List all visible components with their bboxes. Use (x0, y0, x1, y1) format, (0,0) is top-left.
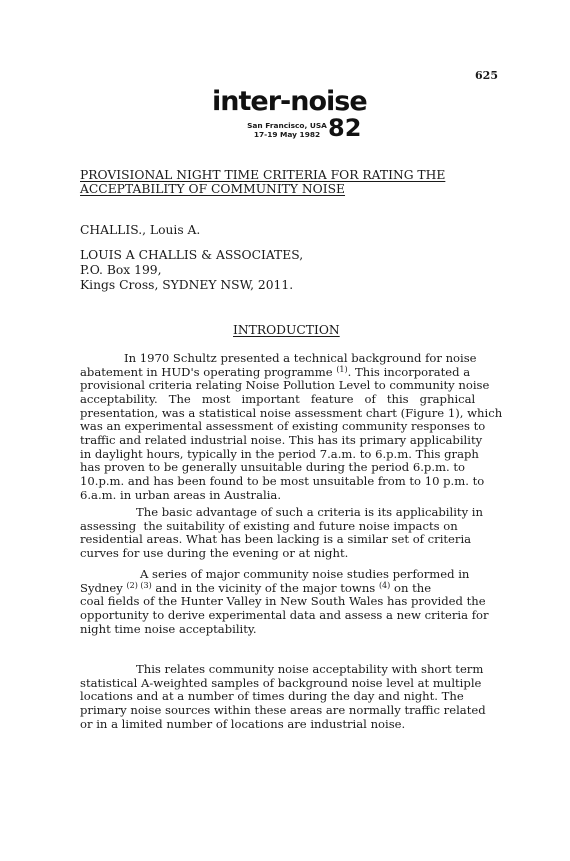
paragraph-1 (80, 351, 503, 502)
text-line: assessing the suitability of existing and future noise impacts on (80, 518, 458, 533)
citation-ref: (1) (336, 364, 348, 374)
conference-logo: inter-noise (212, 86, 367, 117)
title-line: PROVISIONAL NIGHT TIME CRITERIA FOR RATING THE (80, 168, 446, 182)
affiliation-line: LOUIS A CHALLIS & ASSOCIATES, (80, 248, 304, 262)
text-line: opportunity to derive experimental data and assess a new criteria for (80, 607, 489, 622)
text-line (80, 366, 488, 380)
text-line: traffic and related industrial noise. This has its primary applicability (80, 432, 483, 447)
text-line: or in a limited number of locations are industrial noise. (80, 716, 406, 731)
conference-dates: 17-19 May 1982 (253, 130, 321, 139)
text-segment: . This incorporated a (347, 364, 471, 379)
text-line: presentation, was a statistical noise assessment chart (Figure 1), which (80, 405, 503, 420)
text-line: The basic advantage of such a criteria is its applicability in (136, 505, 483, 519)
citation-ref: (4) (378, 580, 391, 590)
text-segment: abatement in HUD's operating programme (80, 364, 337, 379)
paragraph-4 (80, 663, 488, 731)
text-line: 6.a.m. in urban areas in Australia. (80, 487, 282, 502)
paragraph-2 (80, 506, 488, 561)
text-segment: and in the vicinity of the major towns (151, 580, 379, 595)
text-line: In 1970 Schultz presented a technical background for noise (124, 351, 477, 365)
text-line: residential areas. What has been lacking is a similar set of criteria (80, 532, 472, 547)
text-line: has proven to be generally unsuitable during the period 6.p.m. to (80, 460, 466, 475)
text-segment: Sydney (80, 580, 127, 595)
text-line: statistical A-weighted samples of background noise level at multiple (80, 675, 482, 690)
text-line: was an experimental assessment of existing community responses to (80, 419, 486, 434)
affiliation-line: P.O. Box 199, (80, 262, 162, 277)
text-line: in daylight hours, typically in the period 7.a.m. to 6.p.m. This graph (80, 446, 479, 461)
text-segment: on the (390, 580, 432, 595)
affiliation-line: Kings Cross, SYDNEY NSW, 2011. (80, 277, 294, 292)
page-number: 625 (475, 69, 498, 82)
text-line: locations and at a number of times during the day and night. The (80, 689, 464, 704)
text-line: coal fields of the Hunter Valley in New South Wales has provided the (80, 594, 486, 609)
paper-title (80, 168, 445, 196)
author-affiliation (80, 248, 303, 292)
text-line: acceptability. The most important feature of this graphical (80, 391, 476, 406)
text-line (80, 582, 488, 596)
text-line: This relates community noise acceptability with short term (136, 662, 484, 676)
paragraph-3 (80, 568, 488, 636)
title-line: ACCEPTABILITY OF COMMUNITY NOISE (80, 182, 346, 196)
text-line: night time noise acceptability. (80, 621, 257, 636)
conference-location: San Francisco, USA (247, 121, 327, 130)
conference-year: 82 (328, 114, 362, 142)
text-line: 10.p.m. and has been found to be most unsuitable from to 10 p.m. to (80, 473, 485, 488)
section-heading: INTRODUCTION (233, 323, 340, 337)
author-name: CHALLIS., Louis A. (80, 223, 201, 237)
text-line: A series of major community noise studies performed in (140, 567, 470, 581)
text-line: primary noise sources within these areas are normally traffic related (80, 702, 486, 717)
citation-ref: (2) (3) (126, 580, 152, 590)
text-line: curves for use during the evening or at night. (80, 545, 349, 560)
text-line: provisional criteria relating Noise Pollution Level to community noise (80, 378, 490, 393)
